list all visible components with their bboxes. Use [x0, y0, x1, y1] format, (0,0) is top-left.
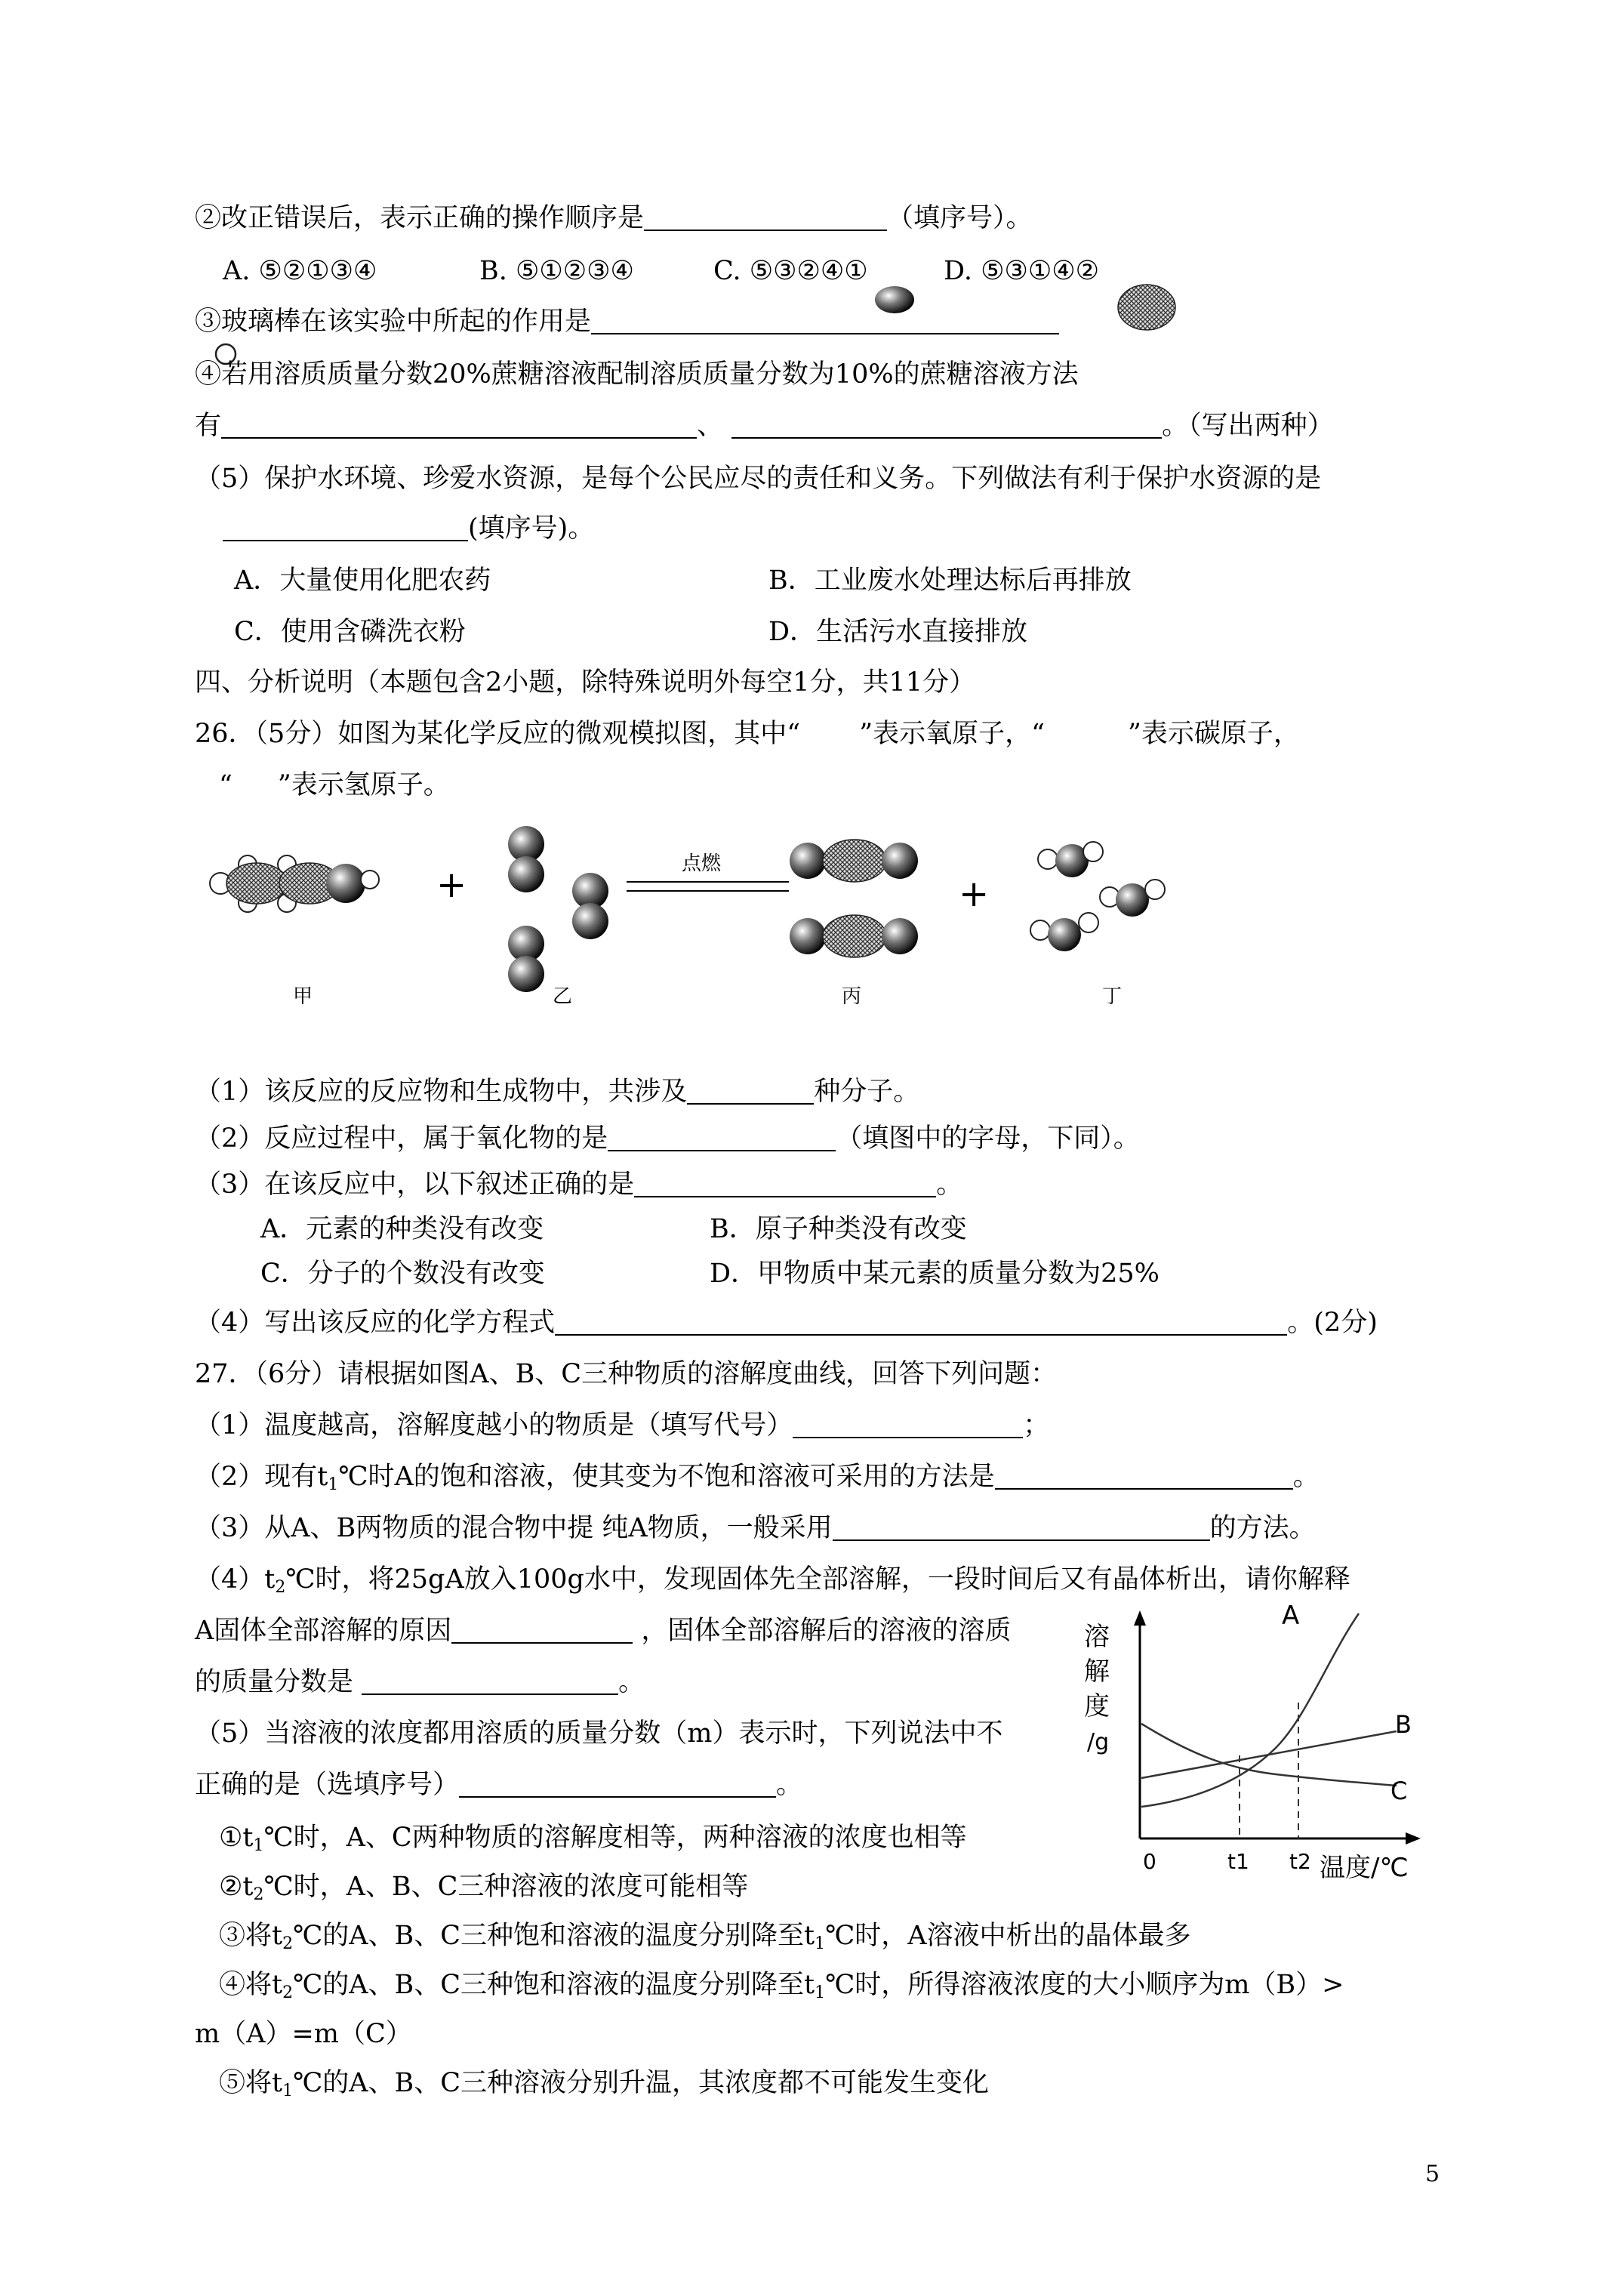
reaction-diagram [204, 808, 1185, 1034]
q27-1: （1）温度越高，溶解度越小的物质是（填写代号） ； [195, 1410, 1050, 1441]
blank[interactable] [459, 1771, 776, 1798]
option-2: $②t_2℃$时，A、B、C三种溶液的浓度可能相等 [219, 1872, 749, 1904]
line-5-answer: (填序号)。 [223, 510, 594, 547]
line-5: （5）保护水环境、珍爱水资源，是每个公民应尽的责任和义务。下列做法有利于保护水资源的是 [195, 464, 1322, 494]
option-1: $①t_1℃$时，A、C两种物质的溶解度相等，两种溶液的浓度也相等 [219, 1823, 967, 1855]
label-yi: 乙 [553, 985, 573, 1008]
line-q4: ④若用溶质质量分数20%蔗糖溶液配制溶质质量分数为10%的蔗糖溶液方法 [195, 359, 1079, 390]
text: （填序号）。 [887, 203, 1033, 233]
carbon-atom-icon [1116, 281, 1178, 334]
option-b: B. ⑤①②③④ [479, 256, 634, 286]
line-q4-answer: 有 、 。（写出两种） [195, 411, 1334, 441]
q26-stem-2: “ ”表示氢原子。 [219, 770, 450, 800]
blank[interactable] [644, 204, 887, 231]
q27-4-cont2: 的质量分数是 。 [195, 1667, 645, 1697]
x-axis-arrow [1406, 1832, 1421, 1845]
tick-t1: t1 [1227, 1849, 1249, 1874]
blank[interactable] [608, 1124, 836, 1151]
choice-c: C．使用含磷洗衣粉 [234, 617, 466, 647]
molecule-jia [210, 855, 379, 912]
blank[interactable] [731, 411, 1162, 439]
curve-a [1141, 1613, 1359, 1807]
blank[interactable] [995, 1462, 1293, 1490]
molecule-ding [1030, 842, 1165, 951]
q27-5-cont: 正确的是（选填序号） 。 [195, 1770, 803, 1800]
series-c-label: C [1390, 1777, 1408, 1805]
option-4: ④将$t_2℃$的A、B、C三种饱和溶液的温度分别降至$t_1℃$时，所得溶液浓度的大小顺序为m（B）> [219, 1970, 1344, 2002]
y-label-2: 解 [1084, 1657, 1110, 1687]
oxygen-atom-icon [872, 281, 917, 319]
blank[interactable] [591, 307, 1059, 334]
blank[interactable] [223, 514, 468, 541]
tick-t2: t2 [1289, 1849, 1311, 1874]
q27-4: $(4)t_2℃$时，将25gA放入100g水中，发现固体先全部溶解，一段时间后又有晶体析出，请你解释 [195, 1564, 1350, 1597]
option-a: A. ⑤②①③④ [223, 256, 377, 286]
text: ②改正错误后，表示正确的操作顺序是 [195, 203, 645, 233]
option-4-cont: m（A）=m（C） [195, 2019, 412, 2049]
q27-4-cont: A固体全部溶解的原因 ，固体全部溶解后的溶液的溶质 [195, 1616, 1012, 1646]
blank[interactable] [221, 411, 697, 439]
q26-2: （2）反应过程中，属于氧化物的是 （填图中的字母，下同）。 [195, 1123, 1140, 1154]
blank[interactable] [793, 1411, 1023, 1438]
option-3: ③将$t_2℃$的A、B、C三种饱和溶液的温度分别降至$t_1℃$时，A溶液中析出的晶体最多 [219, 1921, 1191, 1953]
solubility-chart [1079, 1604, 1434, 1906]
blank[interactable] [833, 1514, 1210, 1541]
section-heading: 四、分析说明（本题包含2小题，除特殊说明外每空1分，共11分） [195, 667, 976, 698]
reaction-condition: 点燃 [682, 852, 722, 875]
label-ding: 丁 [1102, 985, 1123, 1008]
choice-d: D．生活污水直接排放 [768, 617, 1028, 647]
q26-1: （1）该反应的反应物和生成物中，共涉及 种分子。 [195, 1077, 920, 1107]
option-d: D. ⑤③①④② [944, 256, 1099, 286]
label-bing: 丙 [842, 985, 862, 1008]
q27-stem: 27．（6分）请根据如图A、B、C三种物质的溶解度曲线，回答下列问题： [195, 1359, 1058, 1389]
q26-3-c: C．分子的个数没有改变 [260, 1259, 545, 1289]
x-axis-label: 温度/℃ [1320, 1853, 1409, 1883]
option-c: C. ⑤③②④① [713, 256, 868, 286]
blank[interactable] [362, 1668, 618, 1695]
origin-label: 0 [1143, 1849, 1156, 1874]
y-label-1: 溶 [1084, 1622, 1110, 1652]
molecule-yi [508, 826, 608, 992]
label-jia: 甲 [293, 985, 313, 1008]
q26-3: （3）在该反应中，以下叙述正确的是 。 [195, 1170, 963, 1200]
curve-b [1141, 1731, 1397, 1778]
q26-stem: 26．（5分）如图为某化学反应的微观模拟图，其中“ ”表示氧原子，“ ”表示碳原子， [195, 719, 1300, 749]
q27-5: （5）当溶液的浓度都用溶质的质量分数（m）表示时，下列说法中不 [195, 1718, 1003, 1749]
q26-4: （4）写出该反应的化学方程式 。(2分) [195, 1308, 1378, 1338]
molecule-bing [790, 840, 918, 957]
y-label-unit: /g [1087, 1729, 1110, 1755]
choice-a: A．大量使用化肥农药 [234, 566, 491, 596]
q26-3-d: D．甲物质中某元素的质量分数为25% [710, 1259, 1160, 1289]
series-b-label: B [1395, 1710, 1412, 1739]
option-5: ⑤将$t_1℃$的A、B、C三种溶液分别升温，其浓度都不可能发生变化 [219, 2068, 990, 2100]
y-label-3: 度 [1084, 1691, 1110, 1721]
plus-sign: + [436, 864, 467, 906]
line-q2 [195, 200, 1033, 236]
choice-b: B．工业废水处理达标后再排放 [768, 566, 1132, 596]
blank[interactable] [555, 1308, 1287, 1336]
plus-sign: + [959, 873, 990, 915]
q27-3: （3）从A、B两物质的混合物中提 纯A物质，一般采用 的方法。 [195, 1513, 1316, 1543]
blank[interactable] [451, 1616, 633, 1644]
blank[interactable] [634, 1170, 936, 1197]
q26-3-a: A．元素的种类没有改变 [260, 1214, 544, 1244]
q26-3-b: B．原子种类没有改变 [710, 1214, 967, 1244]
q27-2: （2）现有$t_1℃$时A的饱和溶液，使其变为不饱和溶液可采用的方法是 。 [195, 1462, 1320, 1494]
blank[interactable] [687, 1077, 814, 1105]
y-axis-arrow [1134, 1610, 1146, 1626]
line-q3: ③玻璃棒在该实验中所起的作用是 [195, 304, 1059, 340]
series-a-label: A [1282, 1604, 1300, 1631]
page-number: 5 [1425, 2161, 1440, 2187]
